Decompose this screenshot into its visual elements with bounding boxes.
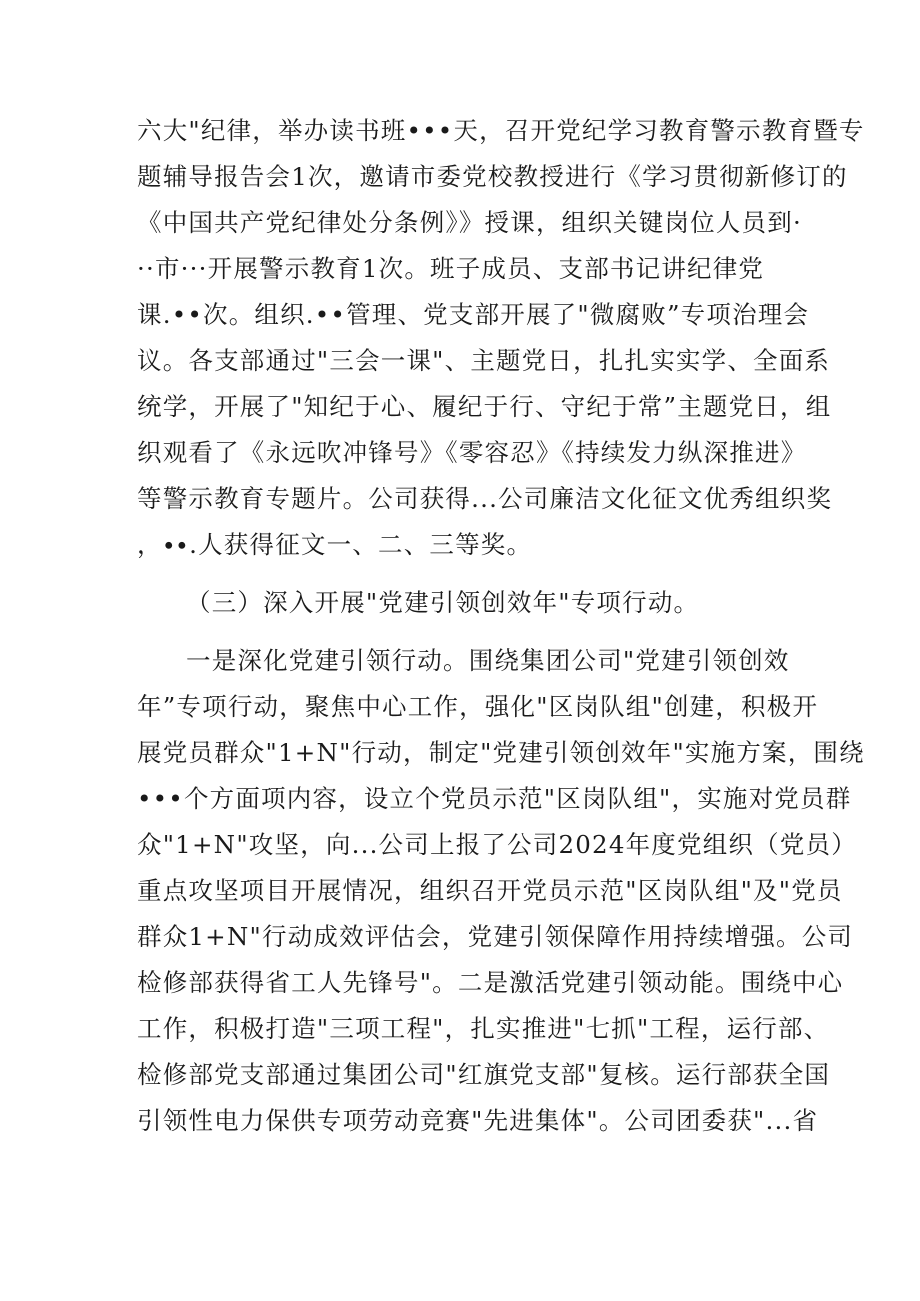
paragraph-line: 众"1+N"攻坚，向...公司上报了公司2024年度党组织（党员）	[137, 830, 857, 859]
section-heading: （三）深入开展"党建引领创效年"专项行动。	[186, 588, 700, 617]
paragraph-line: 议。各支部通过"三会一课"、主题党日，扎扎实实学、全面系	[137, 346, 831, 375]
paragraph-line: 群众1+N"行动成效评估会，党建引领保障作用持续增强。公司	[137, 922, 854, 951]
paragraph-line: 检修部党支部通过集团公司"红旗党支部"复核。运行部获全国	[137, 1060, 831, 1089]
paragraph-line: 等警示教育专题片。公司获得...公司廉洁文化征文优秀组织奖	[137, 484, 833, 513]
paragraph-line: 重点攻坚项目开展情况，组织召开党员示范"区岗队组"及"党员	[137, 876, 843, 905]
paragraph-line: ，∙∙.人获得征文一、二、三等奖。	[137, 530, 533, 559]
paragraph-line: 题辅导报告会1次，邀请市委党校教授进行《学习贯彻新修订的	[137, 162, 848, 191]
paragraph-line: ··市···开展警示教育1次。班子成员、支部书记讲纪律党	[137, 254, 765, 283]
paragraph-line: 《中国共产党纪律处分条例》》授课，组织关键岗位人员到·	[137, 208, 802, 237]
paragraph-line: 统学，开展了"知纪于心、履纪于行、守纪于常”主题党日，组	[137, 392, 832, 421]
paragraph-line: 展党员群众"1+N"行动，制定"党建引领创效年"实施方案，围绕	[137, 738, 865, 767]
paragraph-line: 六大"纪律，举办读书班•••天，召开党纪学习教育警示教育暨专	[137, 116, 865, 145]
paragraph-line: 一是深化党建引领行动。围绕集团公司"党建引领创效	[186, 646, 790, 675]
paragraph-line: 课.••次。组织.••管理、党支部开展了"微腐败”专项治理会	[137, 300, 810, 329]
paragraph-line: 引领性电力保供专项劳动竞赛"先进集体"。公司团委获"...省	[137, 1106, 819, 1135]
paragraph-line: 检修部获得省工人先锋号"。二是激活党建引领动能。围绕中心	[137, 968, 844, 997]
paragraph-line: 工作，积极打造"三项工程"，扎实推进"七抓"工程，运行部、	[137, 1014, 830, 1043]
paragraph-line: 织观看了《永远吹冲锋号》《零容忍》《持续发力纵深推进》	[137, 438, 807, 467]
paragraph-line: 年”专项行动，聚焦中心工作，强化"区岗队组"创建，积极开	[137, 692, 819, 721]
paragraph-line: •••个方面项内容，设立个党员示范"区岗队组"，实施对党员群	[137, 784, 852, 813]
